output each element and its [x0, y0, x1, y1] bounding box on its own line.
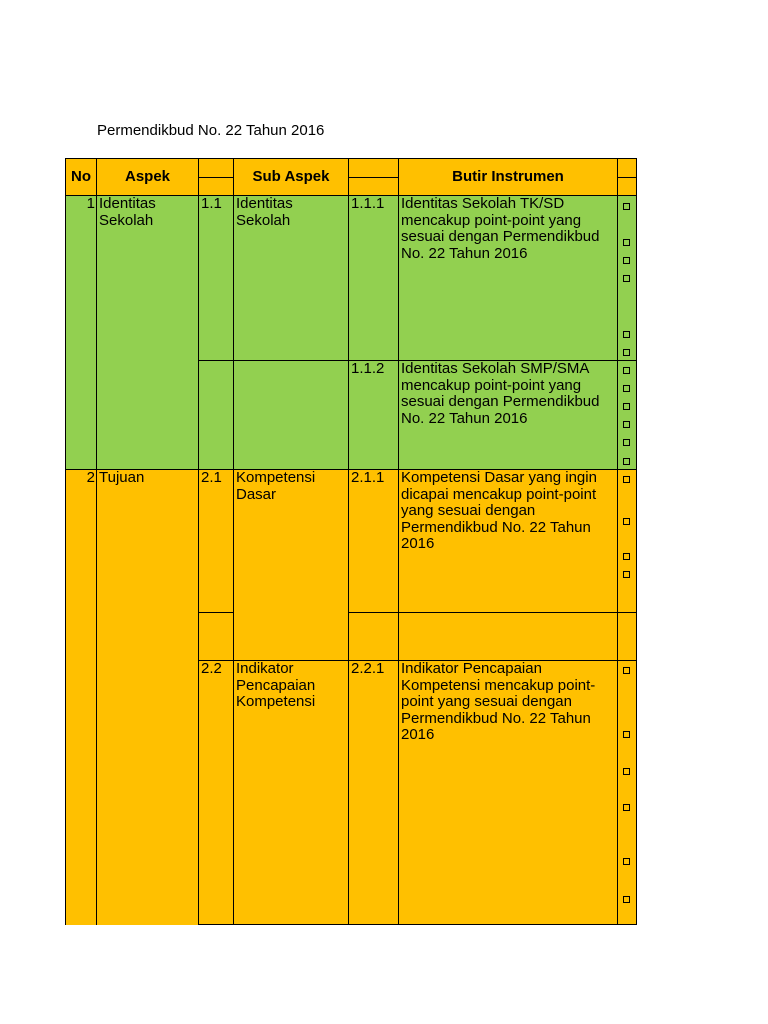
checkbox-icon[interactable]	[623, 403, 630, 410]
row-2-no: 2	[65, 469, 97, 925]
checkbox-icon[interactable]	[623, 896, 630, 903]
row-2-aspek: Tujuan	[96, 469, 199, 925]
check-column	[617, 469, 637, 613]
checkbox-icon[interactable]	[623, 571, 630, 578]
checkbox-icon[interactable]	[623, 257, 630, 264]
check-column	[617, 360, 637, 470]
checkbox-icon[interactable]	[623, 518, 630, 525]
row-1-sub-empty	[233, 360, 349, 470]
header-no: No	[65, 158, 97, 196]
row-1-aspek: Identitas Sekolah	[96, 195, 199, 470]
header-sub-aspek: Sub Aspek	[233, 158, 349, 196]
item-code: 2.1.1	[348, 469, 399, 613]
document-title: Permendikbud No. 22 Tahun 2016	[97, 122, 325, 139]
checkbox-icon[interactable]	[623, 731, 630, 738]
item-code: 2.2.1	[348, 660, 399, 925]
checkbox-icon[interactable]	[623, 239, 630, 246]
checkbox-icon[interactable]	[623, 331, 630, 338]
empty-cell	[198, 612, 234, 661]
checkbox-icon[interactable]	[623, 275, 630, 282]
checkbox-icon[interactable]	[623, 367, 630, 374]
item-text: Kompetensi Dasar yang ingin dicapai mencakup point-point yang sesuai dengan Permendikbud No. 22 Tahun 2016	[398, 469, 618, 613]
row-1-no: 1	[65, 195, 97, 470]
header-divider	[348, 177, 399, 178]
check-column	[617, 660, 637, 925]
checkbox-icon[interactable]	[623, 858, 630, 865]
sub-no: 2.2	[198, 660, 234, 925]
checkbox-icon[interactable]	[623, 421, 630, 428]
empty-cell	[398, 612, 618, 661]
item-code: 1.1.2	[348, 360, 399, 470]
checkbox-icon[interactable]	[623, 439, 630, 446]
sub-no: 2.1	[198, 469, 234, 613]
checkbox-icon[interactable]	[623, 203, 630, 210]
row-1-sub-no: 1.1	[198, 195, 234, 361]
item-text: Identitas Sekolah TK/SD mencakup point-point yang sesuai dengan Permendikbud No. 22 Tahun 2016	[398, 195, 618, 361]
checkbox-icon[interactable]	[623, 553, 630, 560]
row-1-sub-no-empty	[198, 360, 234, 470]
sub-aspek: Indikator Pencapaian Kompetensi	[233, 660, 349, 925]
header-divider	[617, 177, 637, 178]
item-code: 1.1.1	[348, 195, 399, 361]
checkbox-icon[interactable]	[623, 385, 630, 392]
checkbox-icon[interactable]	[623, 667, 630, 674]
checkbox-icon[interactable]	[623, 458, 630, 465]
empty-cell	[348, 612, 399, 661]
checkbox-icon[interactable]	[623, 804, 630, 811]
header-butir: Butir Instrumen	[398, 158, 618, 196]
checkbox-icon[interactable]	[623, 768, 630, 775]
sub-aspek: Kompetensi Dasar	[233, 469, 349, 661]
header-aspek: Aspek	[96, 158, 199, 196]
item-text: Indikator Pencapaian Kompetensi mencakup point-point yang sesuai dengan Permendikbud No. 22 Tahun 2016	[398, 660, 618, 925]
empty-cell	[617, 612, 637, 661]
header-divider	[198, 177, 234, 178]
checkbox-icon[interactable]	[623, 349, 630, 356]
checkbox-icon[interactable]	[623, 476, 630, 483]
item-text: Identitas Sekolah SMP/SMA mencakup point-point yang sesuai dengan Permendikbud No. 22 Tahun 2016	[398, 360, 618, 470]
row-1-sub-aspek: Identitas Sekolah	[233, 195, 349, 361]
